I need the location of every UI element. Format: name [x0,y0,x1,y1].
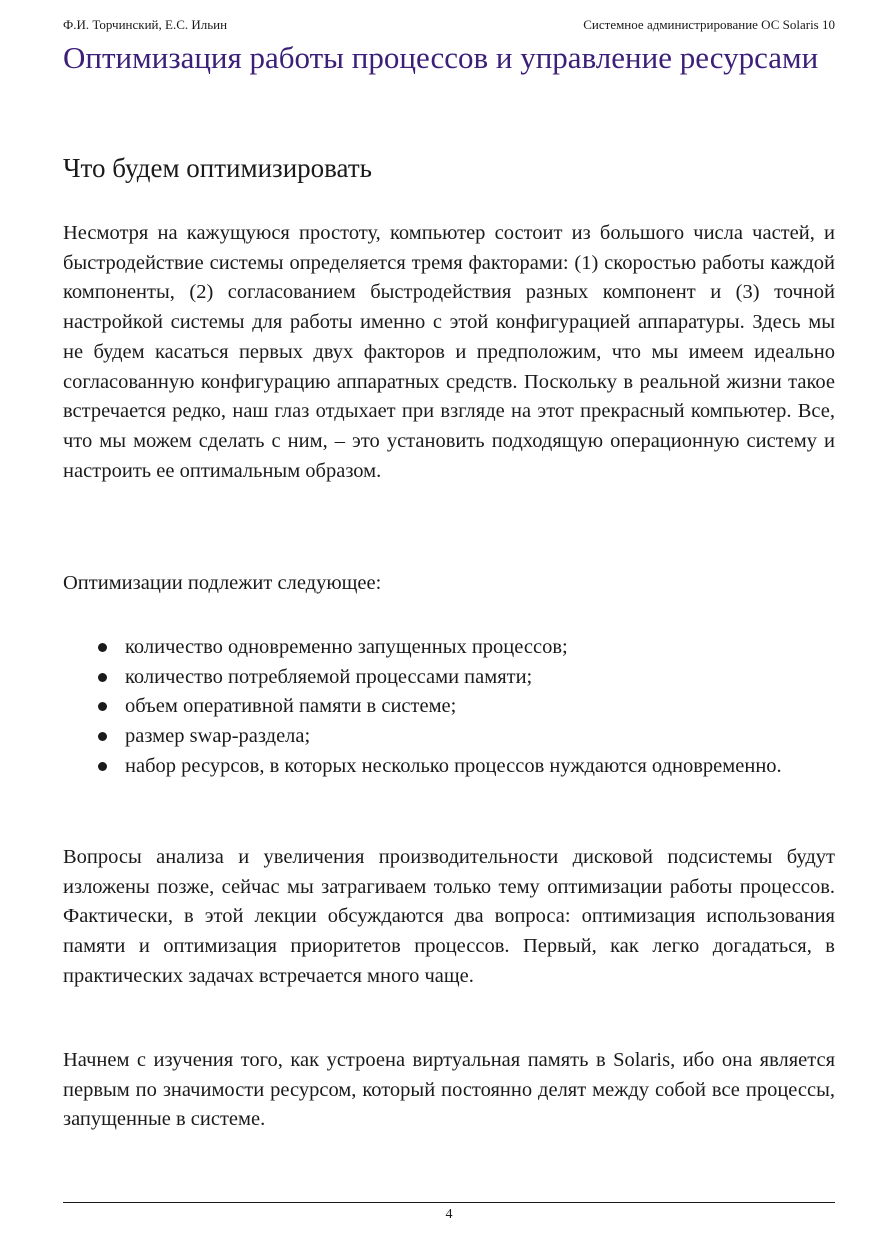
list-item-text: набор ресурсов, в которых несколько процессов нуждаются одновременно. [125,754,782,777]
list-item [63,692,835,722]
chapter-title: Оптимизация работы процессов и управление ресурсами [63,40,819,75]
paragraph-scope: Вопросы анализа и увеличения производительности дисковой подсистемы будут изложены позже, сейчас мы затрагиваем только тему оптимизации работы процессов. Фактически, в этой лекции обсуждаются два вопроса: оптимизация использования памяти и оптимизация приоритетов процессов. Первый, как легко догадаться, в практических задачах встречается много чаще. [63,846,835,987]
bullet-icon [98,732,107,741]
list-item-text: количество одновременно запущенных процессов; [125,636,568,658]
header-authors: Ф.И. Торчинский, Е.С. Ильин [63,17,228,32]
document-page [63,0,835,1241]
header-course: Системное администрирование ОС Solaris 10 [583,17,835,32]
section-title: Что будем оптимизировать [63,153,372,183]
footer-divider [63,1202,835,1203]
bullet-icon [98,702,107,711]
optimization-list [63,633,835,782]
list-item-text: объем оперативной памяти в системе; [125,695,457,718]
list-item [63,663,835,693]
list-item [63,633,835,663]
paragraph-list-lead: Оптимизации подлежит следующее: [63,572,382,594]
bullet-icon [98,673,107,682]
paragraph-virtual-memory: Начнем с изучения того, как устроена виртуальная память в Solaris, ибо она является первым по значимости ресурсом, который постоянно делят между собой все процессы, запущенные в системе. [63,1049,835,1131]
list-item [63,752,835,782]
list-item-text: размер swap-раздела; [125,725,311,748]
bullet-icon [98,643,107,652]
list-item-text: количество потребляемой процессами памяти; [125,665,533,688]
page-number: 4 [445,1207,453,1222]
list-item [63,722,835,752]
bullet-icon [98,762,107,771]
paragraph-intro: Несмотря на кажущуюся простоту, компьютер состоит из большого числа частей, и быстродействие системы определяется тремя факторами: (1) скоростью работы каждой компоненты, (2) согласованием быстродействия разных компонент и (3) точной настройкой системы для работы именно с этой конфигурацией аппаратуры. Здесь мы не будем касаться первых двух факторов и предположим, что мы имеем идеально согласованную конфигурацию аппаратных средств. Поскольку в реальной жизни такое встречается редко, наш глаз отдыхает при взгляде на этот прекрасный компьютер. Все, что мы можем сделать с ним, – это установить подходящую операционную систему и настроить ее оптимальным образом. [63,222,835,482]
running-header [63,16,835,34]
